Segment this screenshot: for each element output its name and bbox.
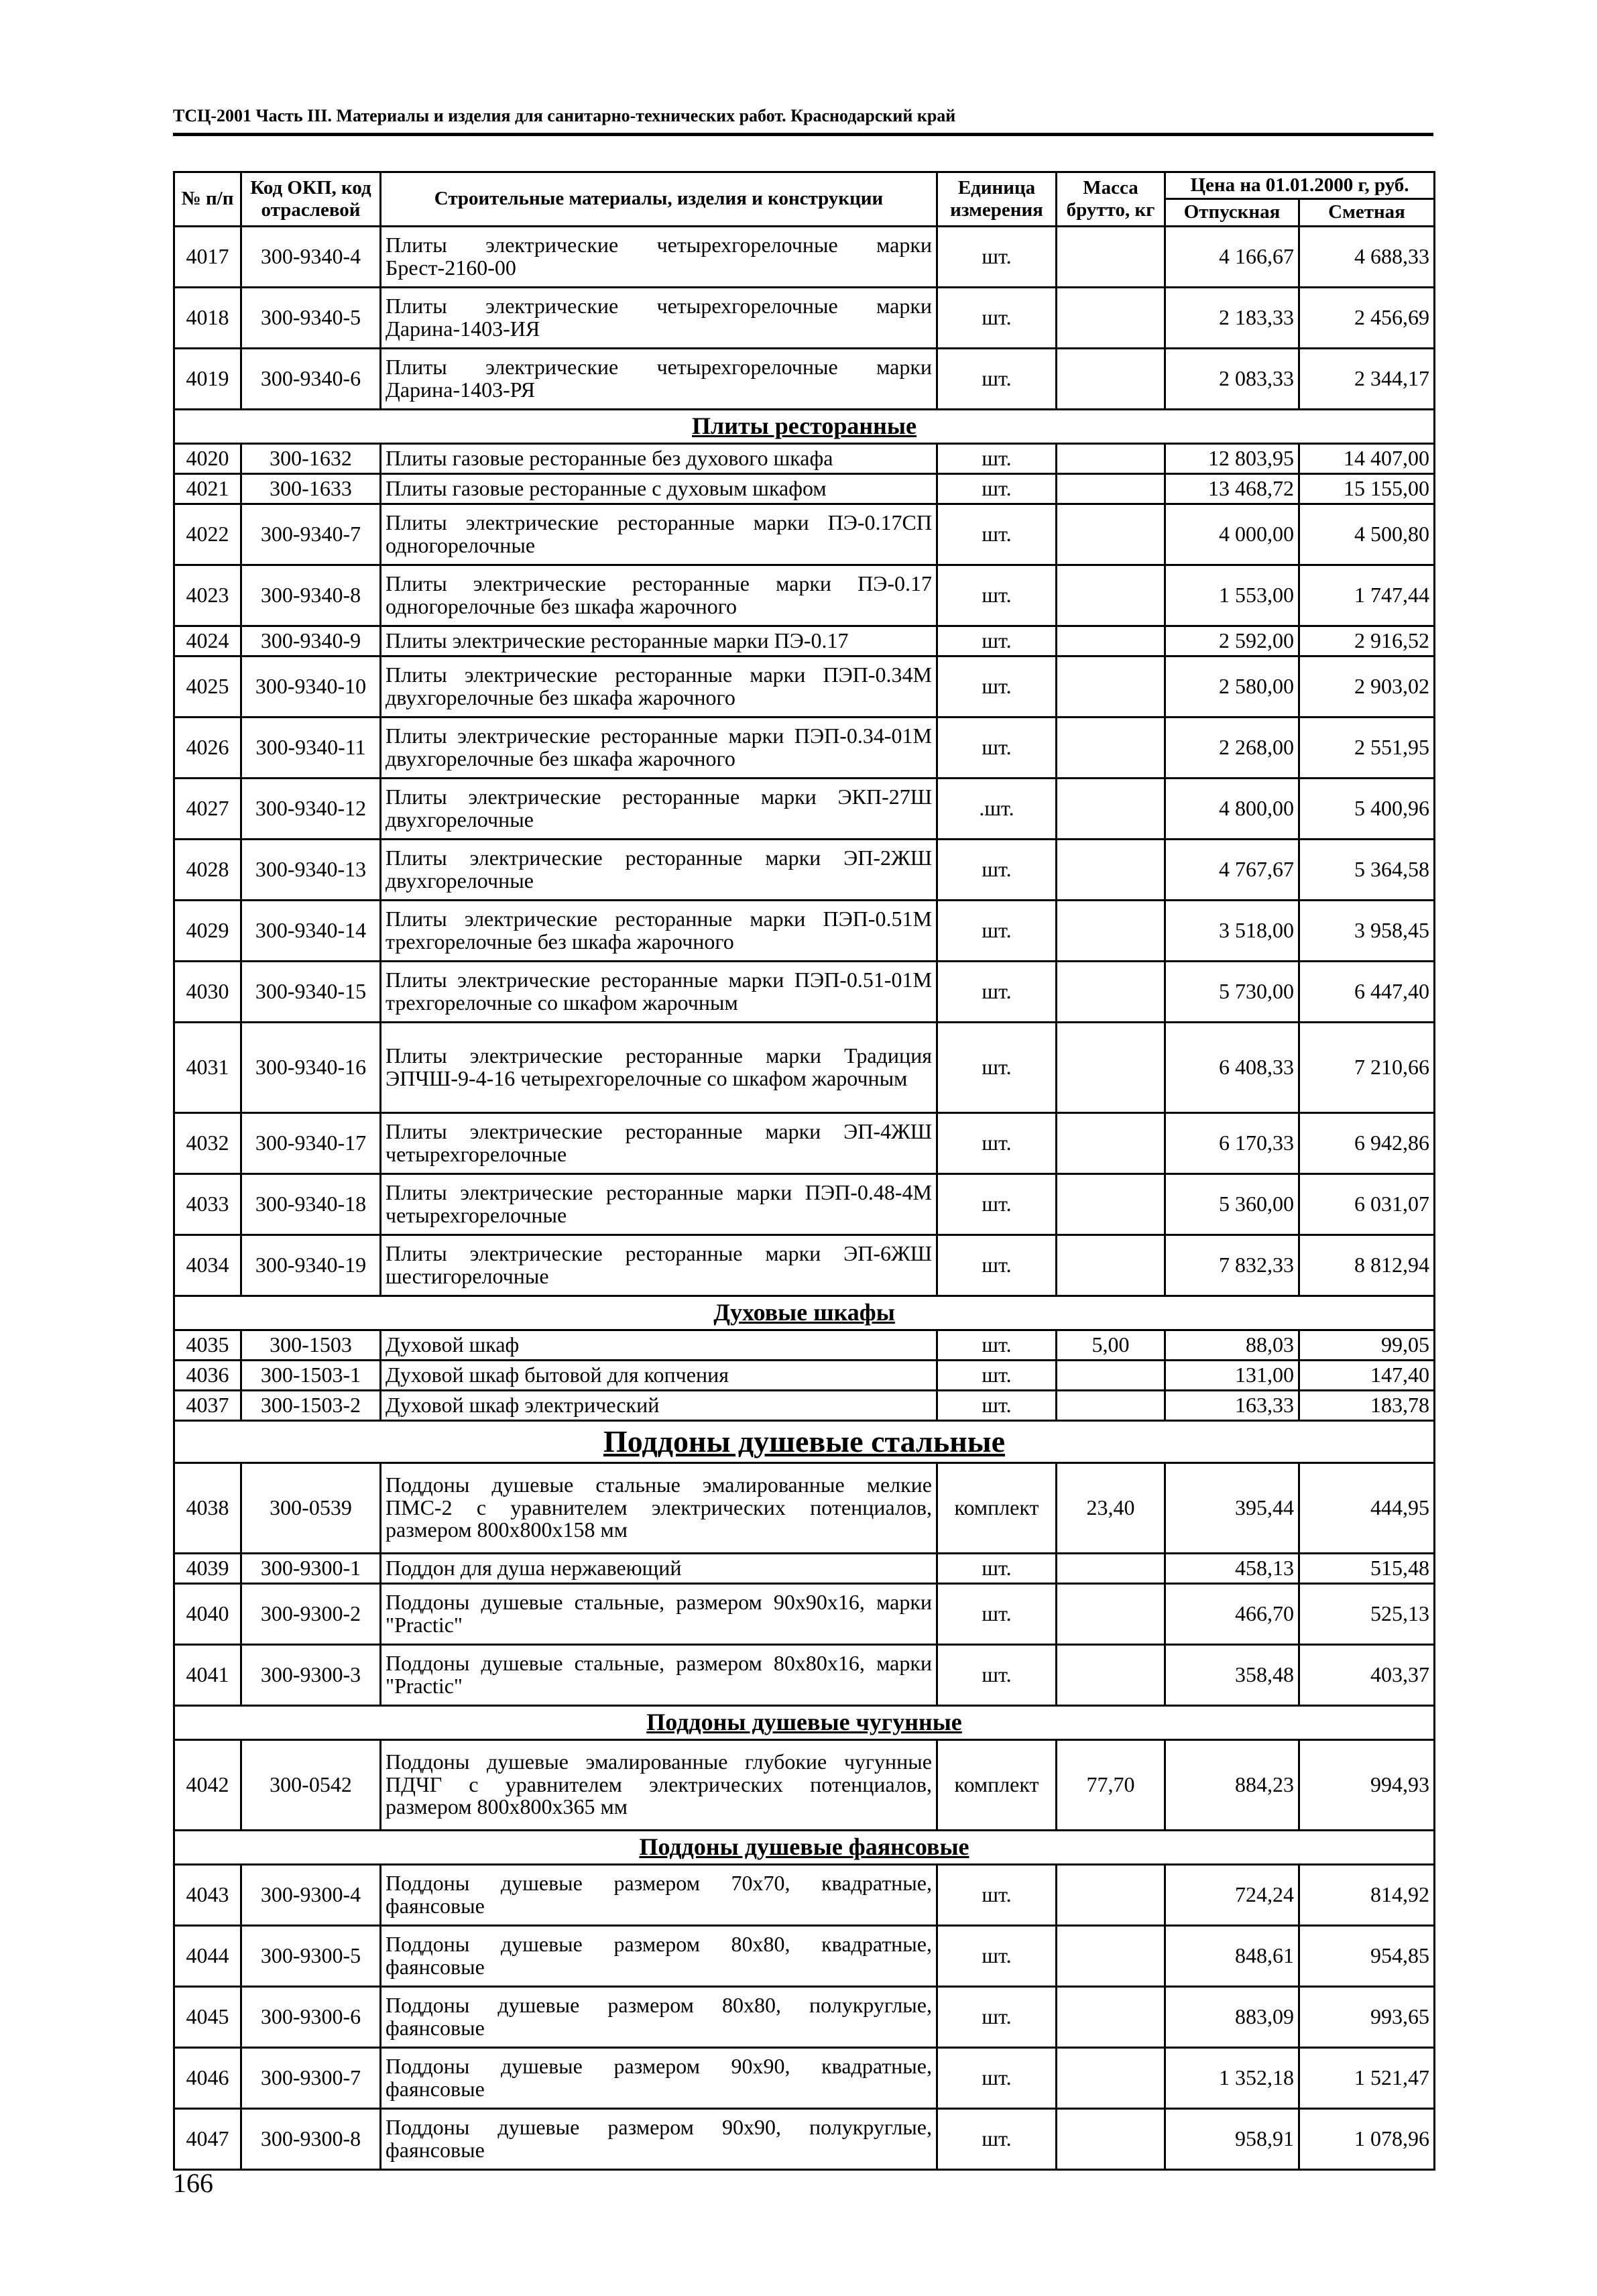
section-row	[174, 1296, 1435, 1330]
row-unit: шт.	[937, 473, 1057, 504]
row-price-estimate: 2 344,17	[1299, 348, 1435, 409]
table-row	[174, 473, 1435, 504]
row-mass: 5,00	[1057, 1330, 1165, 1360]
row-number: 4031	[174, 1022, 241, 1112]
row-number: 4040	[174, 1583, 241, 1644]
row-mass	[1057, 1644, 1165, 1705]
row-code: 300-1632	[241, 443, 381, 473]
row-name: Плиты электрические ресторанные марки ПЭП-0.51-01М трехгорелочные со шкафом жарочным	[381, 961, 937, 1022]
row-price-release: 6 408,33	[1165, 1022, 1299, 1112]
table-row	[174, 1739, 1435, 1830]
row-unit: шт.	[937, 1235, 1057, 1296]
row-price-release: 458,13	[1165, 1553, 1299, 1583]
row-mass	[1057, 1235, 1165, 1296]
row-mass	[1057, 900, 1165, 961]
row-mass	[1057, 473, 1165, 504]
row-number: 4043	[174, 1864, 241, 1925]
row-price-estimate: 8 812,94	[1299, 1235, 1435, 1296]
row-mass	[1057, 348, 1165, 409]
header-num: № п/п	[174, 172, 241, 227]
table-row	[174, 1462, 1435, 1553]
row-name: Плиты электрические ресторанные марки ПЭ-0.17СП одногорелочные	[381, 504, 937, 565]
row-unit: шт.	[937, 2108, 1057, 2169]
row-price-release: 724,24	[1165, 1864, 1299, 1925]
row-price-release: 1 352,18	[1165, 2047, 1299, 2108]
table-row	[174, 1330, 1435, 1360]
table-row	[174, 1986, 1435, 2047]
table-row	[174, 443, 1435, 473]
row-name: Духовой шкаф бытовой для копчения	[381, 1360, 937, 1390]
row-price-release: 2 183,33	[1165, 287, 1299, 348]
header-rule	[173, 133, 1433, 136]
table-row	[174, 1864, 1435, 1925]
row-code: 300-9340-5	[241, 287, 381, 348]
row-name: Плиты электрические ресторанные марки Традиция ЭПЧШ-9-4-16 четырехгорелочные со шкафом жарочным	[381, 1022, 937, 1112]
row-number: 4024	[174, 626, 241, 656]
row-name: Плиты электрические ресторанные марки ПЭП-0.34-01М двухгорелочные без шкафа жарочного	[381, 717, 937, 778]
row-code: 300-9300-4	[241, 1864, 381, 1925]
row-unit: шт.	[937, 1986, 1057, 2047]
table-row	[174, 1235, 1435, 1296]
row-mass	[1057, 287, 1165, 348]
header-unit: Единица измерения	[937, 172, 1057, 227]
row-price-estimate: 6 031,07	[1299, 1173, 1435, 1235]
table-body	[174, 226, 1435, 2169]
row-number: 4041	[174, 1644, 241, 1705]
row-price-estimate: 2 916,52	[1299, 626, 1435, 656]
row-code: 300-9300-1	[241, 1553, 381, 1583]
row-price-estimate: 6 942,86	[1299, 1112, 1435, 1173]
row-unit: шт.	[937, 1925, 1057, 1986]
table-row	[174, 1644, 1435, 1705]
row-price-release: 6 170,33	[1165, 1112, 1299, 1173]
row-code: 300-9340-9	[241, 626, 381, 656]
row-name: Плиты газовые ресторанные с духовым шкафом	[381, 473, 937, 504]
row-price-release: 3 518,00	[1165, 900, 1299, 961]
row-price-estimate: 994,93	[1299, 1739, 1435, 1830]
row-mass	[1057, 961, 1165, 1022]
row-mass	[1057, 1173, 1165, 1235]
row-price-estimate: 2 903,02	[1299, 656, 1435, 717]
row-price-release: 358,48	[1165, 1644, 1299, 1705]
row-number: 4019	[174, 348, 241, 409]
row-unit: шт.	[937, 1583, 1057, 1644]
row-price-estimate: 183,78	[1299, 1390, 1435, 1420]
row-code: 300-9300-5	[241, 1925, 381, 1986]
row-price-release: 4 767,67	[1165, 839, 1299, 900]
row-number: 4047	[174, 2108, 241, 2169]
row-price-estimate: 99,05	[1299, 1330, 1435, 1360]
row-name: Плиты электрические четырехгорелочные марки Дарина-1403-РЯ	[381, 348, 937, 409]
row-mass	[1057, 1112, 1165, 1173]
row-unit: шт.	[937, 287, 1057, 348]
row-mass	[1057, 1360, 1165, 1390]
row-price-release: 12 803,95	[1165, 443, 1299, 473]
row-price-release: 884,23	[1165, 1739, 1299, 1830]
row-price-release: 5 730,00	[1165, 961, 1299, 1022]
header-price-release: Отпускная	[1165, 199, 1299, 226]
row-number: 4037	[174, 1390, 241, 1420]
row-price-estimate: 7 210,66	[1299, 1022, 1435, 1112]
row-number: 4023	[174, 565, 241, 626]
row-price-estimate: 993,65	[1299, 1986, 1435, 2047]
row-name: Плиты электрические ресторанные марки ПЭП-0.51М трехгорелочные без шкафа жарочного	[381, 900, 937, 961]
price-table	[173, 171, 1435, 2171]
row-price-release: 7 832,33	[1165, 1235, 1299, 1296]
row-code: 300-9300-6	[241, 1986, 381, 2047]
row-number: 4021	[174, 473, 241, 504]
row-unit: шт.	[937, 656, 1057, 717]
row-code: 300-9340-19	[241, 1235, 381, 1296]
row-mass: 23,40	[1057, 1462, 1165, 1553]
row-price-estimate: 5 400,96	[1299, 778, 1435, 839]
row-mass	[1057, 778, 1165, 839]
row-code: 300-0542	[241, 1739, 381, 1830]
row-price-estimate: 444,95	[1299, 1462, 1435, 1553]
table-row	[174, 2047, 1435, 2108]
row-code: 300-9340-16	[241, 1022, 381, 1112]
section-title: Духовые шкафы	[174, 1296, 1435, 1330]
row-price-release: 131,00	[1165, 1360, 1299, 1390]
row-price-release: 1 553,00	[1165, 565, 1299, 626]
row-number: 4046	[174, 2047, 241, 2108]
row-mass	[1057, 1022, 1165, 1112]
table-row	[174, 2108, 1435, 2169]
row-mass	[1057, 443, 1165, 473]
row-unit: шт.	[937, 1360, 1057, 1390]
row-mass	[1057, 717, 1165, 778]
row-price-estimate: 954,85	[1299, 1925, 1435, 1986]
row-mass	[1057, 1864, 1165, 1925]
row-number: 4033	[174, 1173, 241, 1235]
row-unit: .шт.	[937, 778, 1057, 839]
row-code: 300-1503-2	[241, 1390, 381, 1420]
row-price-release: 2 580,00	[1165, 656, 1299, 717]
row-number: 4029	[174, 900, 241, 961]
row-price-release: 848,61	[1165, 1925, 1299, 1986]
row-unit: шт.	[937, 443, 1057, 473]
table-row	[174, 348, 1435, 409]
row-name: Плиты электрические ресторанные марки ПЭП-0.48-4М четырехгорелочные	[381, 1173, 937, 1235]
row-number: 4027	[174, 778, 241, 839]
row-number: 4030	[174, 961, 241, 1022]
row-number: 4032	[174, 1112, 241, 1173]
row-price-estimate: 515,48	[1299, 1553, 1435, 1583]
running-header: ТСЦ-2001 Часть III. Материалы и изделия для санитарно-технических работ. Краснодарский край	[173, 106, 956, 125]
row-unit: шт.	[937, 626, 1057, 656]
row-code: 300-9340-18	[241, 1173, 381, 1235]
row-unit: шт.	[937, 1173, 1057, 1235]
row-price-release: 958,91	[1165, 2108, 1299, 2169]
row-mass	[1057, 626, 1165, 656]
table-row	[174, 1553, 1435, 1583]
table-row	[174, 626, 1435, 656]
page-number: 166	[173, 2168, 213, 2198]
row-code: 300-9340-15	[241, 961, 381, 1022]
row-price-estimate: 6 447,40	[1299, 961, 1435, 1022]
row-name: Плиты электрические четырехгорелочные марки Дарина-1403-ИЯ	[381, 287, 937, 348]
section-title: Поддоны душевые фаянсовые	[174, 1830, 1435, 1864]
row-mass: 77,70	[1057, 1739, 1165, 1830]
row-price-estimate: 14 407,00	[1299, 443, 1435, 473]
row-code: 300-9340-10	[241, 656, 381, 717]
row-code: 300-9300-7	[241, 2047, 381, 2108]
row-code: 300-9340-12	[241, 778, 381, 839]
section-title: Поддоны душевые стальные	[174, 1420, 1435, 1462]
row-unit: шт.	[937, 1330, 1057, 1360]
row-name: Плиты электрические ресторанные марки ПЭП-0.34М двухгорелочные без шкафа жарочного	[381, 656, 937, 717]
row-number: 4018	[174, 287, 241, 348]
row-price-release: 2 083,33	[1165, 348, 1299, 409]
table-row	[174, 778, 1435, 839]
row-price-release: 466,70	[1165, 1583, 1299, 1644]
row-code: 300-1503	[241, 1330, 381, 1360]
row-code: 300-1503-1	[241, 1360, 381, 1390]
row-name: Плиты электрические ресторанные марки ЭП-6ЖШ шестигорелочные	[381, 1235, 937, 1296]
row-number: 4035	[174, 1330, 241, 1360]
row-code: 300-9340-6	[241, 348, 381, 409]
row-unit: шт.	[937, 565, 1057, 626]
header-code: Код ОКП, код отраслевой	[241, 172, 381, 227]
section-row	[174, 1830, 1435, 1864]
row-code: 300-9340-7	[241, 504, 381, 565]
header-price: Цена на 01.01.2000 г, руб.	[1165, 172, 1435, 199]
row-unit: комплект	[937, 1739, 1057, 1830]
row-unit: шт.	[937, 717, 1057, 778]
section-row	[174, 1420, 1435, 1462]
table-row	[174, 504, 1435, 565]
row-price-estimate: 814,92	[1299, 1864, 1435, 1925]
row-mass	[1057, 656, 1165, 717]
row-mass	[1057, 1390, 1165, 1420]
row-name: Плиты газовые ресторанные без духового шкафа	[381, 443, 937, 473]
table-row	[174, 717, 1435, 778]
table-row	[174, 1583, 1435, 1644]
row-price-release: 163,33	[1165, 1390, 1299, 1420]
row-code: 300-9340-11	[241, 717, 381, 778]
row-name: Поддоны душевые размером 80х80, полукруглые, фаянсовые	[381, 1986, 937, 2047]
row-name: Духовой шкаф электрический	[381, 1390, 937, 1420]
row-number: 4034	[174, 1235, 241, 1296]
row-price-release: 5 360,00	[1165, 1173, 1299, 1235]
row-mass	[1057, 2108, 1165, 2169]
row-unit: шт.	[937, 1112, 1057, 1173]
row-mass	[1057, 1925, 1165, 1986]
row-price-release: 88,03	[1165, 1330, 1299, 1360]
row-name: Плиты электрические ресторанные марки ЭП-2ЖШ двухгорелочные	[381, 839, 937, 900]
row-price-estimate: 525,13	[1299, 1583, 1435, 1644]
row-price-estimate: 2 551,95	[1299, 717, 1435, 778]
section-title: Плиты ресторанные	[174, 409, 1435, 443]
row-code: 300-0539	[241, 1462, 381, 1553]
row-name: Поддоны душевые стальные, размером 80х80х16, марки "Practic"	[381, 1644, 937, 1705]
row-name: Поддоны душевые размером 90х90, полукруглые, фаянсовые	[381, 2108, 937, 2169]
row-code: 300-9300-2	[241, 1583, 381, 1644]
row-unit: шт.	[937, 504, 1057, 565]
row-unit: шт.	[937, 348, 1057, 409]
table-row	[174, 656, 1435, 717]
row-unit: шт.	[937, 1390, 1057, 1420]
row-number: 4038	[174, 1462, 241, 1553]
row-code: 300-9340-14	[241, 900, 381, 961]
row-price-release: 4 166,67	[1165, 226, 1299, 287]
row-mass	[1057, 839, 1165, 900]
row-mass	[1057, 1553, 1165, 1583]
section-title: Поддоны душевые чугунные	[174, 1705, 1435, 1739]
row-number: 4028	[174, 839, 241, 900]
row-name: Плиты электрические ресторанные марки ЭП-4ЖШ четырехгорелочные	[381, 1112, 937, 1173]
row-mass	[1057, 2047, 1165, 2108]
row-price-estimate: 4 688,33	[1299, 226, 1435, 287]
row-price-estimate: 1 747,44	[1299, 565, 1435, 626]
row-price-estimate: 1 521,47	[1299, 2047, 1435, 2108]
row-mass	[1057, 504, 1165, 565]
row-mass	[1057, 226, 1165, 287]
row-price-release: 4 000,00	[1165, 504, 1299, 565]
row-unit: шт.	[937, 1644, 1057, 1705]
header-row	[174, 172, 1435, 199]
row-number: 4022	[174, 504, 241, 565]
row-unit: шт.	[937, 226, 1057, 287]
row-number: 4020	[174, 443, 241, 473]
row-code: 300-9340-8	[241, 565, 381, 626]
row-name: Поддоны душевые эмалированные глубокие чугунные ПДЧГ с уравнителем электрических потенциалов, размером 800х800х365 мм	[381, 1739, 937, 1830]
row-unit: шт.	[937, 900, 1057, 961]
row-price-estimate: 5 364,58	[1299, 839, 1435, 900]
row-price-estimate: 3 958,45	[1299, 900, 1435, 961]
row-unit: шт.	[937, 1553, 1057, 1583]
row-price-release: 395,44	[1165, 1462, 1299, 1553]
row-unit: комплект	[937, 1462, 1057, 1553]
row-price-release: 2 268,00	[1165, 717, 1299, 778]
row-unit: шт.	[937, 1022, 1057, 1112]
table-row	[174, 1390, 1435, 1420]
row-name: Поддоны душевые размером 70х70, квадратные, фаянсовые	[381, 1864, 937, 1925]
row-number: 4039	[174, 1553, 241, 1583]
row-name: Плиты электрические четырехгорелочные марки Брест-2160-00	[381, 226, 937, 287]
row-price-release: 2 592,00	[1165, 626, 1299, 656]
row-number: 4042	[174, 1739, 241, 1830]
row-name: Поддон для душа нержавеющий	[381, 1553, 937, 1583]
header-mass: Масса брутто, кг	[1057, 172, 1165, 227]
row-name: Поддоны душевые стальные эмалированные мелкие ПМС-2 с уравнителем электрических потенциалов, размером 800х800х158 мм	[381, 1462, 937, 1553]
row-code: 300-9340-4	[241, 226, 381, 287]
row-price-release: 4 800,00	[1165, 778, 1299, 839]
row-code: 300-1633	[241, 473, 381, 504]
row-price-estimate: 1 078,96	[1299, 2108, 1435, 2169]
table-row	[174, 1112, 1435, 1173]
row-name: Плиты электрические ресторанные марки ПЭ-0.17	[381, 626, 937, 656]
table-row	[174, 1173, 1435, 1235]
row-price-estimate: 2 456,69	[1299, 287, 1435, 348]
row-code: 300-9300-3	[241, 1644, 381, 1705]
row-number: 4017	[174, 226, 241, 287]
row-name: Плиты электрические ресторанные марки ЭКП-27Ш двухгорелочные	[381, 778, 937, 839]
row-code: 300-9340-13	[241, 839, 381, 900]
row-code: 300-9340-17	[241, 1112, 381, 1173]
row-number: 4036	[174, 1360, 241, 1390]
row-price-release: 883,09	[1165, 1986, 1299, 2047]
row-unit: шт.	[937, 1864, 1057, 1925]
row-name: Поддоны душевые размером 90х90, квадратные, фаянсовые	[381, 2047, 937, 2108]
row-price-estimate: 15 155,00	[1299, 473, 1435, 504]
row-unit: шт.	[937, 961, 1057, 1022]
section-row	[174, 409, 1435, 443]
row-unit: шт.	[937, 2047, 1057, 2108]
row-price-estimate: 147,40	[1299, 1360, 1435, 1390]
table-row	[174, 565, 1435, 626]
row-code: 300-9300-8	[241, 2108, 381, 2169]
row-number: 4026	[174, 717, 241, 778]
row-mass	[1057, 1986, 1165, 2047]
row-number: 4045	[174, 1986, 241, 2047]
table-row	[174, 900, 1435, 961]
row-number: 4025	[174, 656, 241, 717]
table-row	[174, 961, 1435, 1022]
row-name: Плиты электрические ресторанные марки ПЭ-0.17 одногорелочные без шкафа жарочного	[381, 565, 937, 626]
row-number: 4044	[174, 1925, 241, 1986]
section-row	[174, 1705, 1435, 1739]
header-name: Строительные материалы, изделия и конструкции	[381, 172, 937, 227]
row-mass	[1057, 1583, 1165, 1644]
row-name: Духовой шкаф	[381, 1330, 937, 1360]
header-price-estimate: Сметная	[1299, 199, 1435, 226]
table-row	[174, 1925, 1435, 1986]
row-name: Поддоны душевые размером 80х80, квадратные, фаянсовые	[381, 1925, 937, 1986]
row-price-estimate: 4 500,80	[1299, 504, 1435, 565]
row-price-release: 13 468,72	[1165, 473, 1299, 504]
table-row	[174, 1022, 1435, 1112]
row-name: Поддоны душевые стальные, размером 90х90х16, марки "Practic"	[381, 1583, 937, 1644]
table-row	[174, 839, 1435, 900]
table-row	[174, 1360, 1435, 1390]
row-unit: шт.	[937, 839, 1057, 900]
row-price-estimate: 403,37	[1299, 1644, 1435, 1705]
table-row	[174, 226, 1435, 287]
table-row	[174, 287, 1435, 348]
row-mass	[1057, 565, 1165, 626]
